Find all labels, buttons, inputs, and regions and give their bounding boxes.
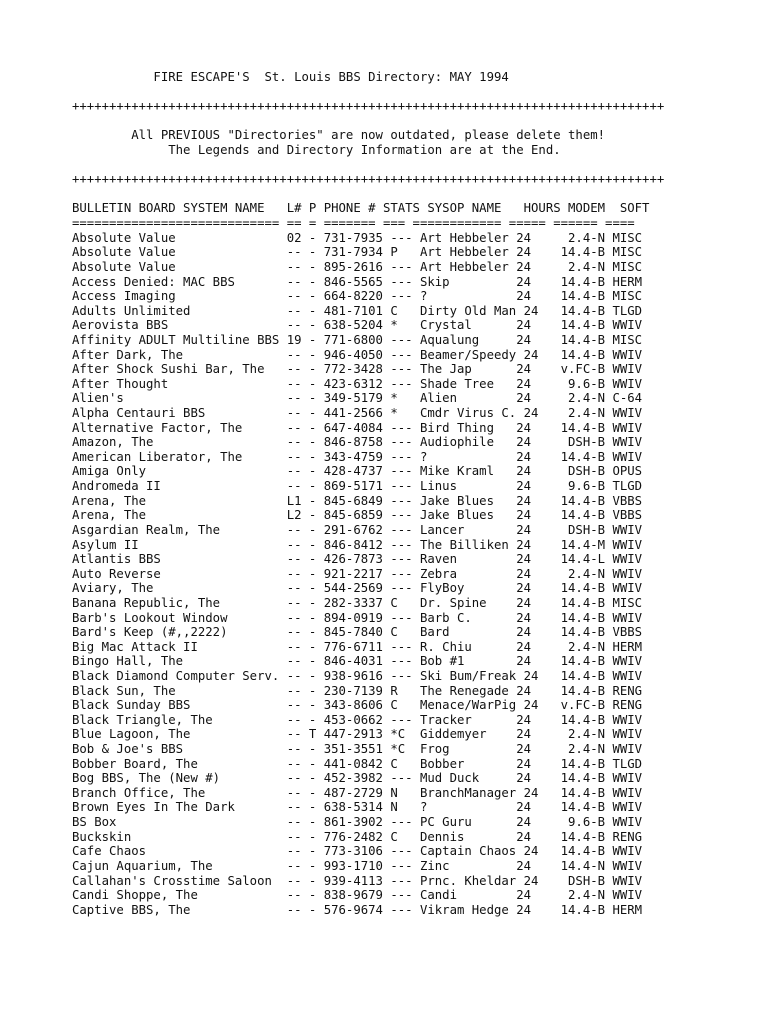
column-rule: ============================ == = ======= === ============ ===== ====== ==== [72, 216, 635, 231]
table-row: Alpha Centauri BBS -- - 441-2566 * Cmdr Virus C. 24 2.4-N WWIV [72, 406, 643, 421]
table-row: Adults Unlimited -- - 481-7101 C Dirty Old Man 24 14.4-B TLGD [72, 303, 643, 318]
table-row: Bard's Keep (#,,2222) -- - 845-7840 C Bard 24 14.4-B VBBS [72, 625, 643, 640]
table-row: Bobber Board, The -- - 441-0842 C Bobber 24 14.4-B TLGD [72, 756, 643, 771]
table-row: Callahan's Crosstime Saloon -- - 939-4113 --- Prnc. Kheldar 24 DSH-B WWIV [72, 873, 643, 888]
table-row: Access Denied: MAC BBS -- - 846-5565 --- Skip 24 14.4-B HERM [72, 274, 643, 289]
document-title: FIRE ESCAPE'S St. Louis BBS Directory: MAY 1994 [72, 70, 509, 84]
table-row: Absolute Value 02 - 731-7935 --- Art Hebbeler 24 2.4-N MISC [72, 230, 643, 245]
table-row: Aerovista BBS -- - 638-5204 * Crystal 24 14.4-B WWIV [72, 318, 643, 333]
column-header: BULLETIN BOARD SYSTEM NAME L# P PHONE # STATS SYSOP NAME HOURS MODEM SOFT [72, 201, 650, 216]
blank-line [72, 158, 664, 173]
table-row: Amazon, The -- - 846-8758 --- Audiophile 24 DSH-B WWIV [72, 435, 643, 450]
table-row: Barb's Lookout Window -- - 894-0919 --- Barb C. 24 14.4-B WWIV [72, 610, 643, 625]
separator-line: ++++++++++++++++++++++++++++++++++++++++++++++++++++++++++++++++++++++++++++++++ [72, 172, 665, 187]
table-row: Candi Shoppe, The -- - 838-9679 --- Candi 24 2.4-N WWIV [72, 888, 643, 903]
table-row: Arena, The L2 - 845-6859 --- Jake Blues 24 14.4-B VBBS [72, 508, 643, 523]
table-row: Atlantis BBS -- - 426-7873 --- Raven 24 14.4-L WWIV [72, 552, 643, 567]
table-row: Andromeda II -- - 869-5171 --- Linus 24 9.6-B TLGD [72, 479, 643, 494]
table-row: Blue Lagoon, The -- T 447-2913 *C Giddemyer 24 2.4-N WWIV [72, 727, 643, 742]
table-row: After Shock Sushi Bar, The -- - 772-3428 --- The Jap 24 v.FC-B WWIV [72, 362, 643, 377]
bbs-directory-document [72, 70, 664, 917]
table-row: Aviary, The -- - 544-2569 --- FlyBoy 24 14.4-B WWIV [72, 581, 643, 596]
table-row: Absolute Value -- - 895-2616 --- Art Hebbeler 24 2.4-N MISC [72, 259, 643, 274]
blank-line [72, 114, 664, 129]
table-row: Banana Republic, The -- - 282-3337 C Dr. Spine 24 14.4-B MISC [72, 595, 643, 610]
table-row: Cajun Aquarium, The -- - 993-1710 --- Zinc 24 14.4-N WWIV [72, 858, 643, 873]
notice-line: The Legends and Directory Information are at the End. [72, 143, 561, 158]
table-row: After Dark, The -- - 946-4050 --- Beamer/Speedy 24 14.4-B WWIV [72, 347, 643, 362]
table-row: Asgardian Realm, The -- - 291-6762 --- Lancer 24 DSH-B WWIV [72, 522, 643, 537]
separator-line: ++++++++++++++++++++++++++++++++++++++++++++++++++++++++++++++++++++++++++++++++ [72, 99, 665, 114]
table-row: Affinity ADULT Multiline BBS 19 - 771-6800 --- Aqualung 24 14.4-B MISC [72, 332, 643, 347]
table-row: Arena, The L1 - 845-6849 --- Jake Blues 24 14.4-B VBBS [72, 493, 643, 508]
table-row: Black Sun, The -- - 230-7139 R The Renegade 24 14.4-B RENG [72, 683, 643, 698]
table-row: Alternative Factor, The -- - 647-4084 --- Bird Thing 24 14.4-B WWIV [72, 420, 643, 435]
table-row: Bog BBS, The (New #) -- - 452-3982 --- Mud Duck 24 14.4-B WWIV [72, 771, 643, 786]
table-row: Brown Eyes In The Dark -- - 638-5314 N ? 24 14.4-B WWIV [72, 800, 643, 815]
table-row: Alien's -- - 349-5179 * Alien 24 2.4-N C-64 [72, 391, 643, 406]
table-row: Access Imaging -- - 664-8220 --- ? 24 14.4-B MISC [72, 289, 643, 304]
table-row: Black Sunday BBS -- - 343-8606 C Menace/WarPig 24 v.FC-B RENG [72, 698, 643, 713]
table-row: Auto Reverse -- - 921-2217 --- Zebra 24 2.4-N WWIV [72, 566, 643, 581]
table-row: Big Mac Attack II -- - 776-6711 --- R. Chiu 24 2.4-N HERM [72, 639, 643, 654]
table-row: Absolute Value -- - 731-7934 P Art Hebbeler 24 14.4-B MISC [72, 245, 643, 260]
table-row: Bob & Joe's BBS -- - 351-3551 *C Frog 24 2.4-N WWIV [72, 742, 643, 757]
table-row: Black Triangle, The -- - 453-0662 --- Tracker 24 14.4-B WWIV [72, 712, 643, 727]
table-row: Buckskin -- - 776-2482 C Dennis 24 14.4-B RENG [72, 829, 643, 844]
directory-rows [72, 231, 664, 918]
table-row: Bingo Hall, The -- - 846-4031 --- Bob #1 24 14.4-B WWIV [72, 654, 643, 669]
blank-line [72, 85, 664, 100]
table-row: Branch Office, The -- - 487-2729 N BranchManager 24 14.4-B WWIV [72, 785, 643, 800]
table-row: BS Box -- - 861-3902 --- PC Guru 24 9.6-B WWIV [72, 815, 643, 830]
table-row: American Liberator, The -- - 343-4759 --- ? 24 14.4-B WWIV [72, 449, 643, 464]
table-row: Cafe Chaos -- - 773-3106 --- Captain Chaos 24 14.4-B WWIV [72, 844, 643, 859]
notice-line: All PREVIOUS "Directories" are now outdated, please delete them! [72, 128, 606, 143]
table-row: Amiga Only -- - 428-4737 --- Mike Kraml 24 DSH-B OPUS [72, 464, 643, 479]
table-row: Black Diamond Computer Serv. -- - 938-9616 --- Ski Bum/Freak 24 14.4-B WWIV [72, 668, 643, 683]
table-row: Captive BBS, The -- - 576-9674 --- Vikram Hedge 24 14.4-B HERM [72, 902, 643, 917]
blank-line [72, 187, 664, 202]
table-row: Asylum II -- - 846-8412 --- The Billiken 24 14.4-M WWIV [72, 537, 643, 552]
table-row: After Thought -- - 423-6312 --- Shade Tree 24 9.6-B WWIV [72, 376, 643, 391]
